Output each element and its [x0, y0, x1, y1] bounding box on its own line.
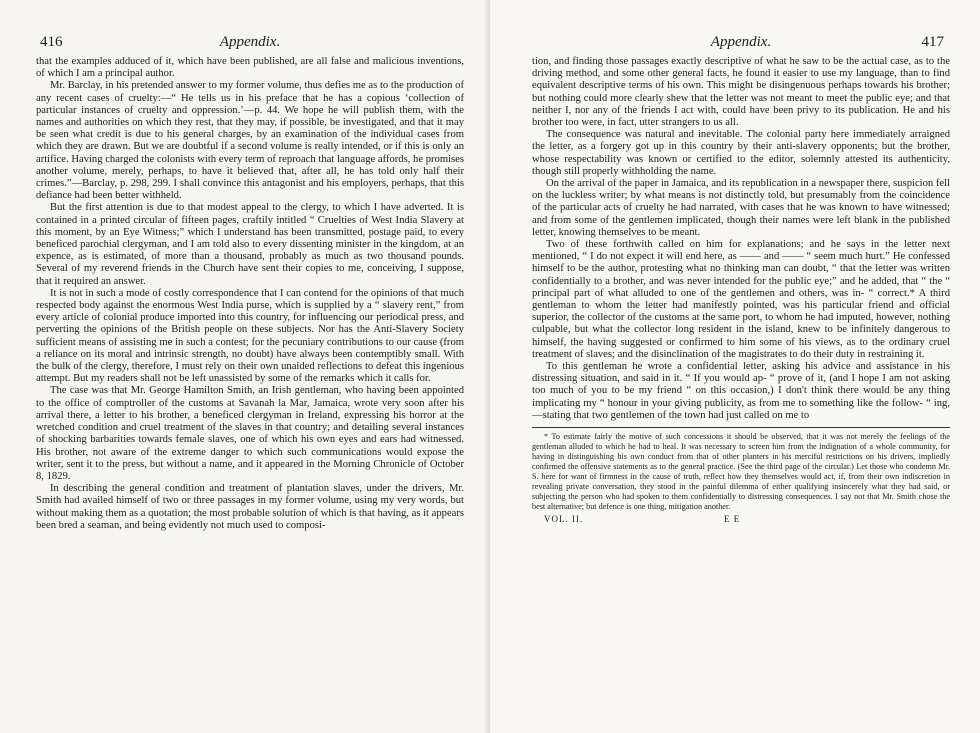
right-page-body	[532, 56, 950, 422]
paragraph: But the first attention is due to that modest appeal to the clergy, to which I have adverted. It is contained in a printed circular of fifteen pages, craftily intitled “ Cruelties of West India Slavery at this moment, by an Eye Witness;” which I understand has been transmitted, postage paid, to every beneficed parochial clergyman, and I am told also to every dissenting minister in the kingdom, at an expence, as is estimated, of more than a thousand, probably as much as two thousand pounds. Several of my reverend friends in the Church have sent their copies to me, conceiving, I suppose, that it required an answer.	[36, 202, 464, 287]
paragraph: Two of these forthwith called on him for explanations; and he says in the letter next mentioned, “ I do not expect it will end here, as —— and —— “ seem much hurt.” He confessed himself to be the author, protesting what no thinking man can doubt, “ that the letter was written confidentially to a brother, and was never intended for the public eye;” and he added, that “ the “ principal part of what alluded to one of the gentlemen and others, was in- “ correct.* A third gentleman to whom the letter had manifestly pointed, was his particular friend and official superior, the collector of the customs at the same port, to whom he had imputed, however, nothing culpable, but what the collector long resident in the island, knew to be infinitely dangerous to himself, the having suggested or confirmed to him some of his views, as to the ordinary cruel treatment of slaves; and the disinclination of the magistrates to do their duty in restraining it.	[532, 239, 950, 360]
paragraph: The case was that Mr. George Hamilton Smith, an Irish gentleman, who having been appointed to the office of comptroller of the customs at Savanah la Mar, Jamaica, wrote very soon after his arrival there, a letter to his brother, a beneficed clergyman in Ireland, expressing his horror at the wretched condition and cruel treatment of the slaves in that country; and detailing several instances of shocking barbarities towards female slaves, one of which his own eyes and ears had witnessed. His brother, not aware of the extreme danger to which such communications would expose the writer, sent it to the press, but without a name, and it appeared in the Morning Chronicle of October 8, 1829.	[36, 385, 464, 482]
left-page-body	[36, 56, 464, 532]
paragraph: Mr. Barclay, in his pretended answer to my former volume, thus defies me as to the production of any recent cases of cruelty:—“ He tells us in his preface that he has a copious ‘collection of particular instances of cruelty and oppression.’—p. 44. We hope he will publish them, with the names and authorities on which they rest, that they may, if possible, be investigated, and that it may be seen what credit is due to his general charges, by an examination of the individual cases from which they are drawn. But we are doubtful if a second volume is really intended, or if this is only an artifice. Having charged the colonists with every term of reproach that language affords, he promises another volume, merely, perhaps, to have it believed that, after all, he has told only half their crimes.”—Barclay, p. 298, 299. I shall convince this antagonist and his employers, perhaps, that this defiance had been better withheld.	[36, 80, 464, 202]
right-running-title: Appendix.	[710, 34, 772, 50]
paragraph: It is not in such a mode of costly correspondence that I can contend for the opinions of that much respected body against the enormous West India purse, which is supplied by a “ slavery rent,” from every article of colonial produce imported into this country, for influencing our periodical press, and perverting the opinions of the British people on these subjects. Nor has the Anti-Slavery Society sufficient means of assisting me in such a contest; for the pecuniary contributions to our cause (from a reliance on its moral and intrinsic strength, no doubt) have always been contemptibly small. With the bulk of the clergy, therefore, I must rely on their own unaided reflections to defeat this ingenious attempt. But my readers shall not be left unassisted by some of the remarks which it calls for.	[36, 287, 464, 385]
footnote	[532, 432, 950, 512]
footnote-text: * To estimate fairly the motive of such concessions it should be observed, that it was not merely the feelings of the gentleman alluded to which he had to heal. It was necessary to screen him from the indignation of a whole community, for having in distinguishing his own conduct from that of other planters in his merciful restrictions on his drivers, impliedly confirmed the offensive statements as to the general practice. (See the third page of the circular.) Let those who condemn Mr. S. here for want of firmness in the cause of truth, reflect how they themselves would act, if, from their own indiscretion in revealing private conversation, they stood in the painful dilemma of either qualifying insincerely what they had said, or subjecting the person who had spoken to them confidentially to distressing consequences. I say not that Mr. Smith chose the best alternative; but defence is one thing, mitigation another.	[532, 432, 950, 512]
paragraph: The consequence was natural and inevitable. The colonial party here immediately arraigned the letter, as a forgery got up in this country by their anti-slavery opponents; but the brother, whose respectability was known or certified to the editor, solemnly attested its authenticity, though still properly withholding the name.	[532, 129, 950, 177]
paragraph: In describing the general condition and treatment of plantation slaves, under the drivers, Mr. Smith had availed himself of two or three passages in my former volume, using my very words, but without making them as a quotation; the most probable solution of which is that having, as it appears been bred a seaman, and being evidently not much used to composi-	[36, 483, 464, 531]
left-page-header	[36, 34, 464, 56]
volume-signature: VOL. II.	[544, 514, 584, 525]
paragraph: To this gentleman he wrote a confidential letter, asking his advice and assistance in his distressing situation, and said in it. “ If you would ap- “ prove of it, (and I hope I am not asking too much of you to be my friend “ on this occasion,) I don't think there would be any thing implicating my “ honour in your giving publicity, as from me to something like the follow- “ ing,—stating that two gentlemen of the town had just called on me to	[532, 361, 950, 421]
footnote-rule	[532, 427, 950, 428]
right-page	[490, 0, 980, 733]
paragraph: that the examples adduced of it, which have been published, are all false and malicious inventions, of which I am a principal author.	[36, 56, 464, 80]
left-running-title: Appendix.	[219, 34, 281, 50]
signature-line	[532, 514, 950, 528]
gathering-mark: E E	[724, 514, 741, 525]
right-page-number: 417	[921, 34, 944, 50]
right-page-header	[532, 34, 950, 56]
left-page-number: 416	[40, 34, 63, 50]
paragraph: tion, and finding those passages exactly descriptive of what he saw to be the actual case, as to the driving method, and some other general facts, he found it easier to use my language, than to find equivalent descriptive terms of his own. This might be disingenuous perhaps towards his brother; but nothing could more clearly shew that the letter was not meant to meet the public eye; and that neither I, nor any of the friends I act with, could have been privy to its publication. He and his brother too were, in fact, utter strangers to us all.	[532, 56, 950, 129]
paragraph: On the arrival of the paper in Jamaica, and its republication in a newspaper there, suspicion fell on the luckless writer; by what means is not distinctly told, but presumably from the coincidence of the particular acts of cruelty he had narrated, with cases that he was known to have witnessed; and from some of the gentlemen implicated, though their names were left blank in the published letter, knowing themselves to be meant.	[532, 178, 950, 238]
